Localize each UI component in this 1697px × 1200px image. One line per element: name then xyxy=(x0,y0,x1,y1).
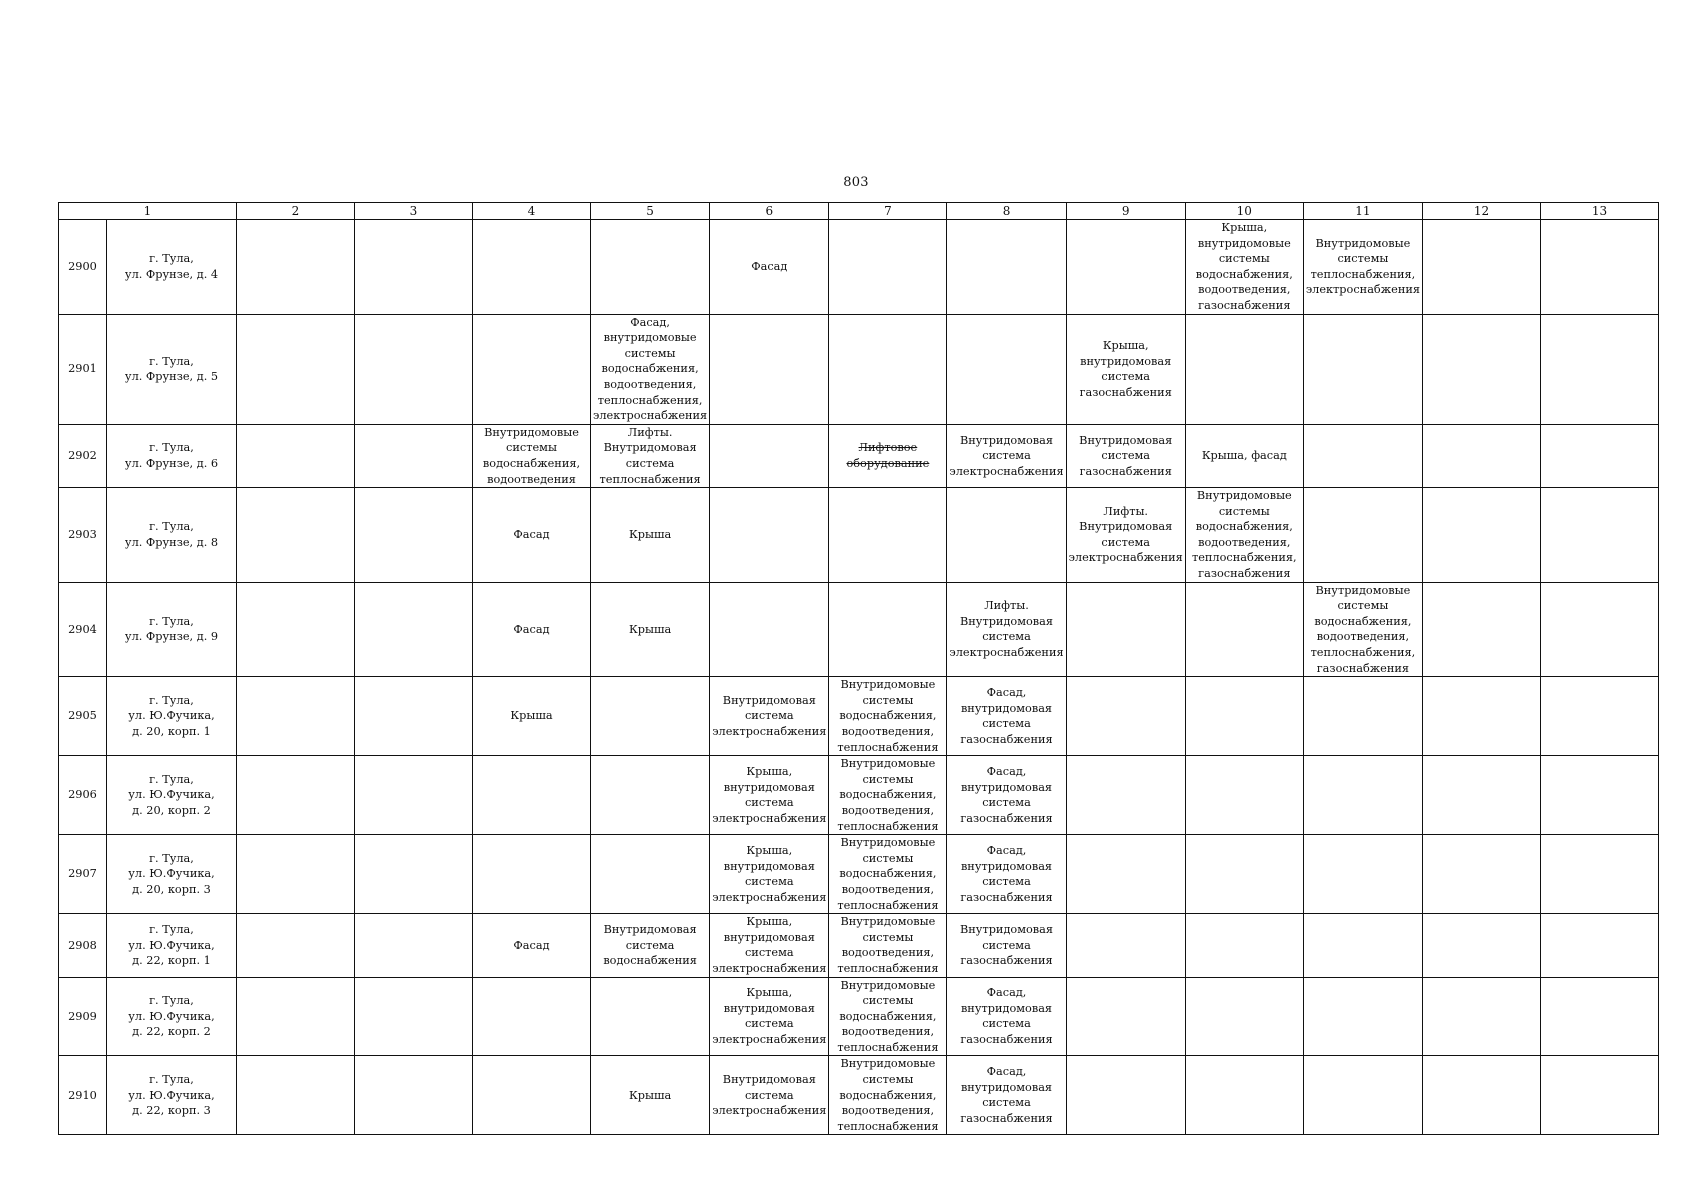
row-number: 2902 xyxy=(59,424,107,487)
table-cell xyxy=(947,314,1066,424)
table-cell xyxy=(1185,677,1303,756)
address-cell xyxy=(107,314,237,424)
address-cell xyxy=(107,977,237,1056)
table-cell xyxy=(1541,756,1659,835)
table-cell xyxy=(473,314,591,424)
table-cell xyxy=(355,835,473,914)
table-cell xyxy=(947,914,1066,977)
table-cell xyxy=(1303,220,1422,315)
cell-text: Крыша, фасад xyxy=(1201,449,1287,463)
cell-text: Фасад xyxy=(513,622,550,636)
cell-text: Внутридомовые системы водоснабжения, водоотведения, теплоснабжения xyxy=(837,836,939,912)
table-cell xyxy=(591,914,710,977)
table-cell xyxy=(1541,488,1659,583)
table-cell xyxy=(1303,677,1422,756)
table-cell xyxy=(355,582,473,677)
table-cell xyxy=(237,835,355,914)
table-cell xyxy=(1066,314,1185,424)
row-number: 2907 xyxy=(59,835,107,914)
address-cell xyxy=(107,582,237,677)
table-cell xyxy=(947,220,1066,315)
table-cell xyxy=(237,582,355,677)
address-text: г. Тула, ул. Ю.Фучика, д. 22, корп. 2 xyxy=(128,994,215,1039)
table-cell xyxy=(591,835,710,914)
table-row xyxy=(59,424,1659,487)
cell-text: Крыша xyxy=(628,622,672,636)
row-number: 2904 xyxy=(59,582,107,677)
row-number: 2900 xyxy=(59,220,107,315)
cell-text: Фасад, внутридомовая система газоснабжения xyxy=(960,843,1053,904)
table-cell xyxy=(947,977,1066,1056)
table-cell xyxy=(1423,314,1541,424)
table-row xyxy=(59,220,1659,315)
table-cell xyxy=(1066,756,1185,835)
column-header-row xyxy=(59,203,1659,220)
address-cell xyxy=(107,1056,237,1135)
table-cell xyxy=(1303,835,1422,914)
address-text: г. Тула, ул. Ю.Фучика, д. 22, корп. 1 xyxy=(128,922,215,968)
row-number: 2906 xyxy=(59,756,107,835)
cell-text: Внутридомовая система газоснабжения xyxy=(1079,433,1173,478)
column-header: 6 xyxy=(710,203,829,220)
address-text: г. Тула, ул. Ю.Фучика, д. 20, корп. 3 xyxy=(128,851,215,896)
table-cell xyxy=(473,977,591,1056)
column-header: 7 xyxy=(829,203,947,220)
table-cell xyxy=(355,756,473,835)
cell-text: Фасад, внутридомовая система газоснабжения xyxy=(960,764,1053,825)
row-number: 2905 xyxy=(59,677,107,756)
column-header: 11 xyxy=(1303,203,1422,220)
cell-text: Фасад, внутридомовая система газоснабжения xyxy=(960,986,1053,1047)
table-cell xyxy=(1423,1056,1541,1135)
table-cell xyxy=(947,424,1066,487)
table-cell xyxy=(1185,1056,1303,1135)
column-header: 12 xyxy=(1423,203,1541,220)
cell-text: Крыша, внутридомовая система газоснабжения xyxy=(1079,338,1172,399)
table-cell xyxy=(1541,677,1659,756)
table-cell xyxy=(591,488,710,583)
table-cell xyxy=(947,1056,1066,1135)
table-cell xyxy=(1066,1056,1185,1135)
cell-text: Внутридомовые системы водоснабжения, водоотведения xyxy=(482,425,581,486)
table-cell xyxy=(1423,582,1541,677)
table-cell xyxy=(473,756,591,835)
table-cell xyxy=(473,835,591,914)
table-cell xyxy=(710,488,829,583)
table-cell xyxy=(237,424,355,487)
table-cell xyxy=(591,314,710,424)
table-row xyxy=(59,835,1659,914)
table-cell xyxy=(355,1056,473,1135)
cell-text: Фасад xyxy=(751,259,788,273)
table-cell xyxy=(1423,835,1541,914)
table-cell xyxy=(1423,424,1541,487)
table-cell xyxy=(355,977,473,1056)
table-cell xyxy=(710,835,829,914)
table-cell xyxy=(473,914,591,977)
address-text: г. Тула, ул. Фрунзе, д. 4 xyxy=(124,252,219,281)
table-cell xyxy=(1303,488,1422,583)
table-cell xyxy=(829,756,947,835)
table-cell xyxy=(591,977,710,1056)
table-cell xyxy=(1066,424,1185,487)
table-cell xyxy=(1066,914,1185,977)
table-cell xyxy=(1303,424,1422,487)
table-cell xyxy=(1303,914,1422,977)
cell-text: Внутридомовые системы водоснабжения, водоотведения, теплоснабжения xyxy=(837,978,939,1054)
row-number: 2903 xyxy=(59,488,107,583)
column-header: 1 xyxy=(59,203,237,220)
cell-text: Крыша xyxy=(510,709,553,723)
table-cell xyxy=(1066,488,1185,583)
table-cell xyxy=(1185,424,1303,487)
cell-text: Крыша, внутридомовая система электроснабжения xyxy=(712,986,827,1047)
table-cell xyxy=(1541,977,1659,1056)
cell-text: Лифтовое оборудование xyxy=(846,441,930,470)
table-cell xyxy=(829,977,947,1056)
table-row xyxy=(59,914,1659,977)
table-cell xyxy=(237,977,355,1056)
table-cell xyxy=(710,677,829,756)
table-row xyxy=(59,677,1659,756)
table-cell xyxy=(710,314,829,424)
cell-text: Внутридомовые системы водоснабжения, водоотведения, теплоснабжения xyxy=(837,757,939,833)
cell-text: Внутридомовая система электроснабжения xyxy=(712,693,827,738)
table-cell xyxy=(473,220,591,315)
table-cell xyxy=(1541,220,1659,315)
table-cell xyxy=(710,582,829,677)
table-cell xyxy=(710,424,829,487)
table-cell xyxy=(1423,914,1541,977)
address-text: г. Тула, ул. Фрунзе, д. 5 xyxy=(124,354,219,384)
cell-text: Крыша xyxy=(628,528,672,542)
table-cell xyxy=(355,424,473,487)
row-number: 2908 xyxy=(59,914,107,977)
cell-text: Фасад xyxy=(513,528,550,542)
table-cell xyxy=(1541,582,1659,677)
table-cell xyxy=(710,977,829,1056)
table-cell xyxy=(1185,314,1303,424)
table-cell xyxy=(1185,582,1303,677)
column-header: 4 xyxy=(473,203,591,220)
table-cell xyxy=(1066,220,1185,315)
cell-text: Лифты. Внутридомовая система теплоснабжения xyxy=(599,425,701,486)
row-number: 2909 xyxy=(59,977,107,1056)
table-cell xyxy=(1541,1056,1659,1135)
table-cell xyxy=(355,677,473,756)
table-cell xyxy=(829,835,947,914)
table-cell xyxy=(829,314,947,424)
column-header: 10 xyxy=(1185,203,1303,220)
cell-text: Внутридомовые системы водоснабжения, водоотведения, теплоснабжения xyxy=(837,1057,939,1133)
table-cell xyxy=(1066,835,1185,914)
table-row xyxy=(59,582,1659,677)
table-body xyxy=(59,203,1659,1135)
table-cell xyxy=(829,220,947,315)
cell-text: Внутридомовые системы водоотведения, теплоснабжения xyxy=(837,915,939,975)
table-cell xyxy=(829,914,947,977)
row-number: 2901 xyxy=(59,314,107,424)
column-header: 9 xyxy=(1066,203,1185,220)
table-cell xyxy=(1541,914,1659,977)
table-cell xyxy=(591,756,710,835)
table-cell xyxy=(1303,977,1422,1056)
table-cell xyxy=(829,582,947,677)
column-header: 8 xyxy=(947,203,1066,220)
table-cell xyxy=(473,424,591,487)
cell-text: Внутридомовые системы водоснабжения, водоотведения, теплоснабжения, газоснабжения xyxy=(1191,489,1297,581)
table-cell xyxy=(473,582,591,677)
cell-text: Крыша, внутридомовая система электроснабжения xyxy=(712,764,827,825)
table-cell xyxy=(591,220,710,315)
table-cell xyxy=(829,424,947,487)
table-cell xyxy=(1185,220,1303,315)
table-cell xyxy=(237,220,355,315)
address-text: г. Тула, ул. Фрунзе, д. 9 xyxy=(124,614,219,644)
table-cell xyxy=(591,677,710,756)
address-cell xyxy=(107,756,237,835)
cell-text: Внутридомовая система газоснабжения xyxy=(959,922,1054,968)
table-cell xyxy=(1423,677,1541,756)
table-cell xyxy=(1185,835,1303,914)
table-cell xyxy=(1541,314,1659,424)
column-header: 2 xyxy=(237,203,355,220)
table-cell xyxy=(1066,677,1185,756)
address-text: г. Тула, ул. Фрунзе, д. 6 xyxy=(124,441,219,470)
cell-text: Фасад, внутридомовая система газоснабжения xyxy=(960,1065,1053,1126)
cell-text: Внутридомовые системы водоснабжения, водоотведения, теплоснабжения, газоснабжения xyxy=(1310,583,1416,675)
table-cell xyxy=(237,677,355,756)
cell-text: Лифты. Внутридомовая система электроснабжения xyxy=(949,599,1064,660)
cell-text: Внутридомовая система водоснабжения xyxy=(603,922,697,968)
table-cell xyxy=(710,220,829,315)
cell-text: Внутридомовые системы водоснабжения, водоотведения, теплоснабжения xyxy=(837,678,939,754)
table-cell xyxy=(829,1056,947,1135)
table-cell xyxy=(710,914,829,977)
table-cell xyxy=(1303,314,1422,424)
address-cell xyxy=(107,914,237,977)
address-text: г. Тула, ул. Фрунзе, д. 8 xyxy=(124,520,219,549)
address-cell xyxy=(107,488,237,583)
table-row xyxy=(59,756,1659,835)
table-cell xyxy=(710,1056,829,1135)
table-cell xyxy=(1303,582,1422,677)
table-cell xyxy=(355,220,473,315)
address-cell xyxy=(107,424,237,487)
table-cell xyxy=(947,677,1066,756)
table-row xyxy=(59,488,1659,583)
cell-text: Внутридомовые системы теплоснабжения, электроснабжения xyxy=(1305,236,1421,297)
table-cell xyxy=(947,835,1066,914)
table-cell xyxy=(355,314,473,424)
cell-text: Крыша, внутридомовая система электроснабжения xyxy=(712,843,827,904)
table-cell xyxy=(473,488,591,583)
address-cell xyxy=(107,220,237,315)
table-cell xyxy=(591,1056,710,1135)
table-cell xyxy=(355,914,473,977)
address-cell xyxy=(107,835,237,914)
table-row xyxy=(59,1056,1659,1135)
table-cell xyxy=(947,756,1066,835)
table-cell xyxy=(237,1056,355,1135)
address-text: г. Тула, ул. Ю.Фучика, д. 20, корп. 1 xyxy=(128,693,215,738)
repair-schedule-table xyxy=(58,202,1659,1135)
table-cell xyxy=(473,1056,591,1135)
cell-text: Крыша, внутридомовые системы водоснабжения, водоотведения, газоснабжения xyxy=(1195,221,1293,312)
table-cell xyxy=(829,677,947,756)
table-cell xyxy=(1185,914,1303,977)
table-cell xyxy=(947,582,1066,677)
cell-text: Крыша, внутридомовая система электроснабжения xyxy=(712,915,827,975)
column-header: 13 xyxy=(1541,203,1659,220)
table-cell xyxy=(1423,977,1541,1056)
table-cell xyxy=(355,488,473,583)
table-cell xyxy=(237,756,355,835)
address-cell xyxy=(107,677,237,756)
table-cell xyxy=(1423,756,1541,835)
table-cell xyxy=(237,314,355,424)
table-cell xyxy=(829,488,947,583)
table-cell xyxy=(947,488,1066,583)
table-row xyxy=(59,977,1659,1056)
cell-text: Фасад, внутридомовая система газоснабжения xyxy=(960,686,1053,746)
cell-text: Лифты. Внутридомовая система электроснабжения xyxy=(1068,504,1183,565)
table-cell xyxy=(591,424,710,487)
page-number: 803 xyxy=(843,175,869,190)
table-cell xyxy=(1185,488,1303,583)
table-cell xyxy=(710,756,829,835)
table-cell xyxy=(1423,488,1541,583)
cell-text: Фасад xyxy=(513,938,550,952)
table-cell xyxy=(1541,835,1659,914)
table-cell xyxy=(1066,977,1185,1056)
table-cell xyxy=(237,914,355,977)
column-header: 5 xyxy=(591,203,710,220)
address-text: г. Тула, ул. Ю.Фучика, д. 20, корп. 2 xyxy=(128,772,215,817)
table-cell xyxy=(1541,424,1659,487)
table-cell xyxy=(237,488,355,583)
address-text: г. Тула, ул. Ю.Фучика, д. 22, корп. 3 xyxy=(128,1073,215,1118)
cell-text: Крыша xyxy=(628,1088,672,1102)
table-cell xyxy=(591,582,710,677)
cell-text: Внутридомовая система электроснабжения xyxy=(949,433,1064,478)
row-number: 2910 xyxy=(59,1056,107,1135)
table-cell xyxy=(1303,1056,1422,1135)
cell-text: Фасад, внутридомовые системы водоснабжения, водоотведения, теплоснабжения, электроснабжения xyxy=(593,315,708,423)
cell-text: Внутридомовая система электроснабжения xyxy=(712,1073,827,1118)
table-cell xyxy=(1303,756,1422,835)
table-cell xyxy=(1185,977,1303,1056)
column-header: 3 xyxy=(355,203,473,220)
table-row xyxy=(59,314,1659,424)
table-cell xyxy=(1066,582,1185,677)
table-cell xyxy=(473,677,591,756)
table-cell xyxy=(1423,220,1541,315)
table-cell xyxy=(1185,756,1303,835)
